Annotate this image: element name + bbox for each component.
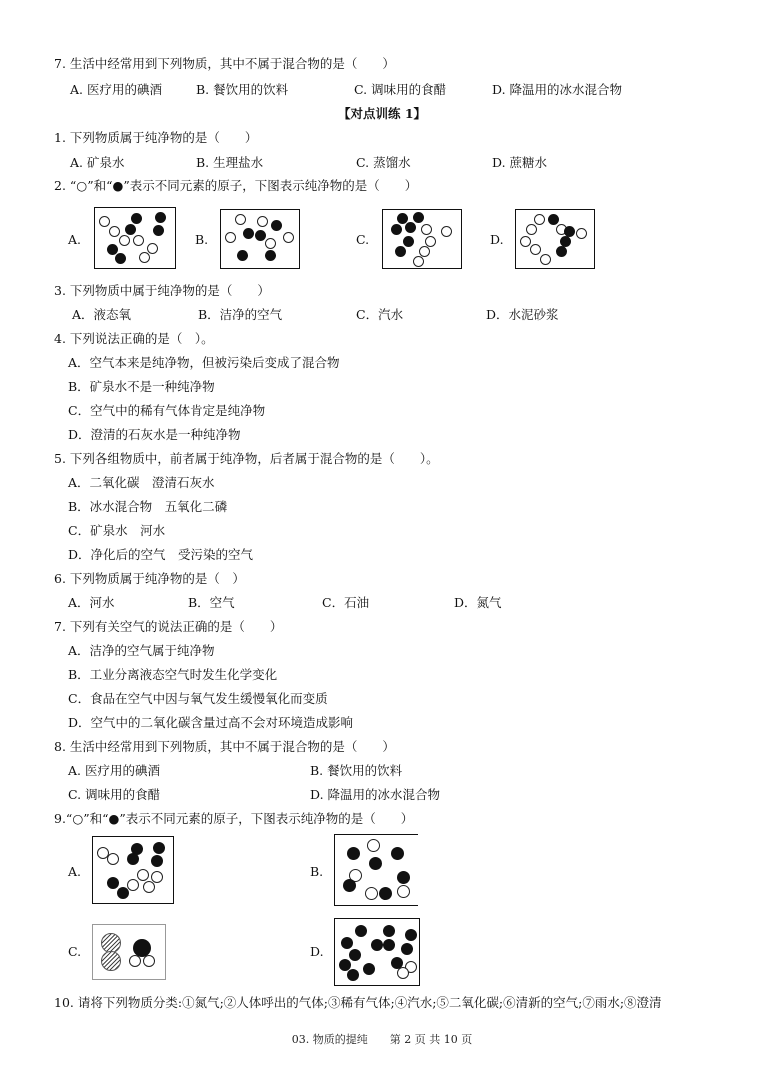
question-2-diagram-b (220, 209, 300, 269)
question-2-label-d: D. (490, 232, 504, 247)
white-atom (119, 235, 130, 246)
black-atom (115, 253, 126, 264)
question-5-option-a: A．二氧化碳 澄清石灰水 (68, 475, 215, 490)
question-3-option-b: B．洁净的空气 (198, 307, 283, 322)
white-atom (576, 228, 587, 239)
question-3-option-c: C．汽水 (356, 307, 404, 322)
black-atom (397, 871, 410, 884)
white-atom (139, 252, 150, 263)
question-1-stem: 1. 下列物质属于纯净物的是（ ） (54, 130, 258, 145)
black-atom (379, 887, 392, 900)
question-5-option-c: C．矿泉水 河水 (68, 523, 166, 538)
white-atom (133, 235, 144, 246)
question-9-diagram-d (334, 918, 420, 986)
question-2-diagram-a (94, 207, 176, 269)
white-atom (397, 885, 410, 898)
black-atom (383, 925, 395, 937)
white-atom (283, 232, 294, 243)
question-9-diagram-a (92, 836, 174, 904)
black-atom (151, 855, 163, 867)
white-atom (235, 214, 246, 225)
question-7-option-d: D．空气中的二氧化碳含量过高不会对环境造成影响 (68, 715, 354, 730)
question-7-stem: 7. 下列有关空气的说法正确的是（ ） (54, 619, 283, 634)
question-1-option-c: C. 蒸馏水 (356, 155, 411, 170)
black-atom (117, 887, 129, 899)
black-atom (343, 879, 356, 892)
black-atom (265, 250, 276, 261)
black-atom (125, 224, 136, 235)
black-atom (155, 212, 166, 223)
white-atom (526, 224, 537, 235)
page-footer: 03. 物质的提纯 第 2 页 共 10 页 (291, 1033, 473, 1046)
question-3-option-a: A．液态氧 (72, 307, 132, 322)
black-atom (395, 246, 406, 257)
white-atom (421, 224, 432, 235)
white-atom (530, 244, 541, 255)
question-7-prev-stem: 7. 生活中经常用到下列物质，其中不属于混合物的是（ ） (54, 56, 395, 71)
black-atom (391, 224, 402, 235)
black-atom (347, 969, 359, 981)
black-atom (556, 246, 567, 257)
question-2-stem: 2. “○”和“●”表示不同元素的原子，下图表示纯净物的是（ ） (54, 178, 418, 193)
white-atom (520, 236, 531, 247)
white-atom (441, 226, 452, 237)
white-atom (147, 243, 158, 254)
white-atom (540, 254, 551, 265)
question-2-diagram-c (382, 209, 462, 269)
question-2-label-a: A. (68, 232, 82, 247)
black-atom (107, 877, 119, 889)
black-atom (413, 212, 424, 223)
black-atom (349, 949, 361, 961)
question-1-option-d: D. 蔗糖水 (492, 155, 548, 170)
black-atom (347, 847, 360, 860)
black-atom (127, 853, 139, 865)
black-atom (405, 929, 417, 941)
question-2-label-b: B. (195, 232, 209, 247)
white-atom (365, 887, 378, 900)
black-atom (237, 250, 248, 261)
black-atom (243, 228, 254, 239)
white-atom (137, 869, 149, 881)
question-6-option-b: B．空气 (188, 595, 235, 610)
question-9-label-d: D. (310, 944, 324, 959)
question-8-option-c: C. 调味用的食醋 (68, 787, 161, 802)
black-atom (548, 214, 559, 225)
black-atom (369, 857, 382, 870)
question-9-label-c: C. (68, 944, 82, 959)
black-atom (255, 230, 266, 241)
white-atom (109, 226, 120, 237)
black-atom (153, 225, 164, 236)
white-atom (367, 839, 380, 852)
white-atom (127, 879, 139, 891)
question-8-option-a: A. 医疗用的碘酒 (68, 763, 160, 778)
question-9-diagram-b (334, 834, 418, 906)
question-1-option-a: A. 矿泉水 (70, 155, 125, 170)
question-9-diagram-c (92, 924, 166, 980)
black-atom (271, 220, 282, 231)
white-atom (257, 216, 268, 227)
question-4-option-a: A．空气本来是纯净物，但被污染后变成了混合物 (68, 355, 340, 370)
white-atom (419, 246, 430, 257)
question-6-option-d: D．氮气 (454, 595, 502, 610)
question-8-stem: 8. 生活中经常用到下列物质，其中不属于混合物的是（ ） (54, 739, 395, 754)
hatched-atom (101, 933, 121, 953)
white-atom (99, 216, 110, 227)
question-7-prev-option-b: B. 餐饮用的饮料 (196, 82, 289, 97)
question-2-diagram-d (515, 209, 595, 269)
black-atom (401, 943, 413, 955)
white-atom (143, 955, 155, 967)
black-atom (403, 236, 414, 247)
black-atom (405, 222, 416, 233)
black-atom (153, 842, 165, 854)
white-atom (129, 955, 141, 967)
black-atom (363, 963, 375, 975)
question-7-prev-option-a: A. 医疗用的碘酒 (70, 82, 162, 97)
question-3-option-d: D．水泥砂浆 (486, 307, 559, 322)
black-atom (355, 925, 367, 937)
question-4-stem: 4. 下列说法正确的是（ ）。 (54, 331, 214, 346)
question-7-option-c: C．食品在空气中因与氧气发生缓慢氧化而变质 (68, 691, 328, 706)
question-4-option-c: C．空气中的稀有气体肯定是纯净物 (68, 403, 266, 418)
question-6-stem: 6. 下列物质属于纯净物的是（ ） (54, 571, 245, 586)
question-4-option-b: B．矿泉水不是一种纯净物 (68, 379, 215, 394)
question-9-label-a: A. (68, 864, 82, 879)
black-atom (383, 939, 395, 951)
question-3-stem: 3. 下列物质中属于纯净物的是（ ） (54, 283, 270, 298)
white-atom (107, 853, 119, 865)
question-8-option-b: B. 餐饮用的饮料 (310, 763, 403, 778)
white-atom (534, 214, 545, 225)
white-atom (225, 232, 236, 243)
question-9-stem: 9.“○”和“●”表示不同元素的原子，下图表示纯净物的是（ ） (54, 811, 414, 826)
black-atom (341, 937, 353, 949)
hatched-atom (101, 951, 121, 971)
question-6-option-a: A．河水 (68, 595, 115, 610)
question-7-option-b: B．工业分离液态空气时发生化学变化 (68, 667, 278, 682)
white-atom (151, 871, 163, 883)
section-title: 【对点训练 1】 (337, 106, 427, 121)
question-10-stem: 10. 请将下列物质分类:①氮气;②人体呼出的气体;③稀有气体;④汽水;⑤二氧化碳;⑥清新的空气;⑦雨水;⑧澄清 (54, 995, 662, 1010)
black-atom (371, 939, 383, 951)
white-atom (413, 256, 424, 267)
question-5-option-b: B．冰水混合物 五氧化二磷 (68, 499, 228, 514)
white-atom (425, 236, 436, 247)
question-2-label-c: C. (356, 232, 370, 247)
question-7-option-a: A．洁净的空气属于纯净物 (68, 643, 215, 658)
question-7-prev-option-c: C. 调味用的食醋 (354, 82, 447, 97)
white-atom (265, 238, 276, 249)
white-atom (143, 881, 155, 893)
question-6-option-c: C．石油 (322, 595, 370, 610)
question-1-option-b: B. 生理盐水 (196, 155, 264, 170)
white-atom (397, 967, 409, 979)
black-atom (131, 213, 142, 224)
question-5-stem: 5. 下列各组物质中，前者属于纯净物，后者属于混合物的是（ ）。 (54, 451, 439, 466)
question-8-option-d: D. 降温用的冰水混合物 (310, 787, 441, 802)
black-atom (391, 847, 404, 860)
question-4-option-d: D．澄清的石灰水是一种纯净物 (68, 427, 241, 442)
question-9-label-b: B. (310, 864, 324, 879)
question-7-prev-option-d: D. 降温用的冰水混合物 (492, 82, 623, 97)
question-5-option-d: D．净化后的空气 受污染的空气 (68, 547, 254, 562)
